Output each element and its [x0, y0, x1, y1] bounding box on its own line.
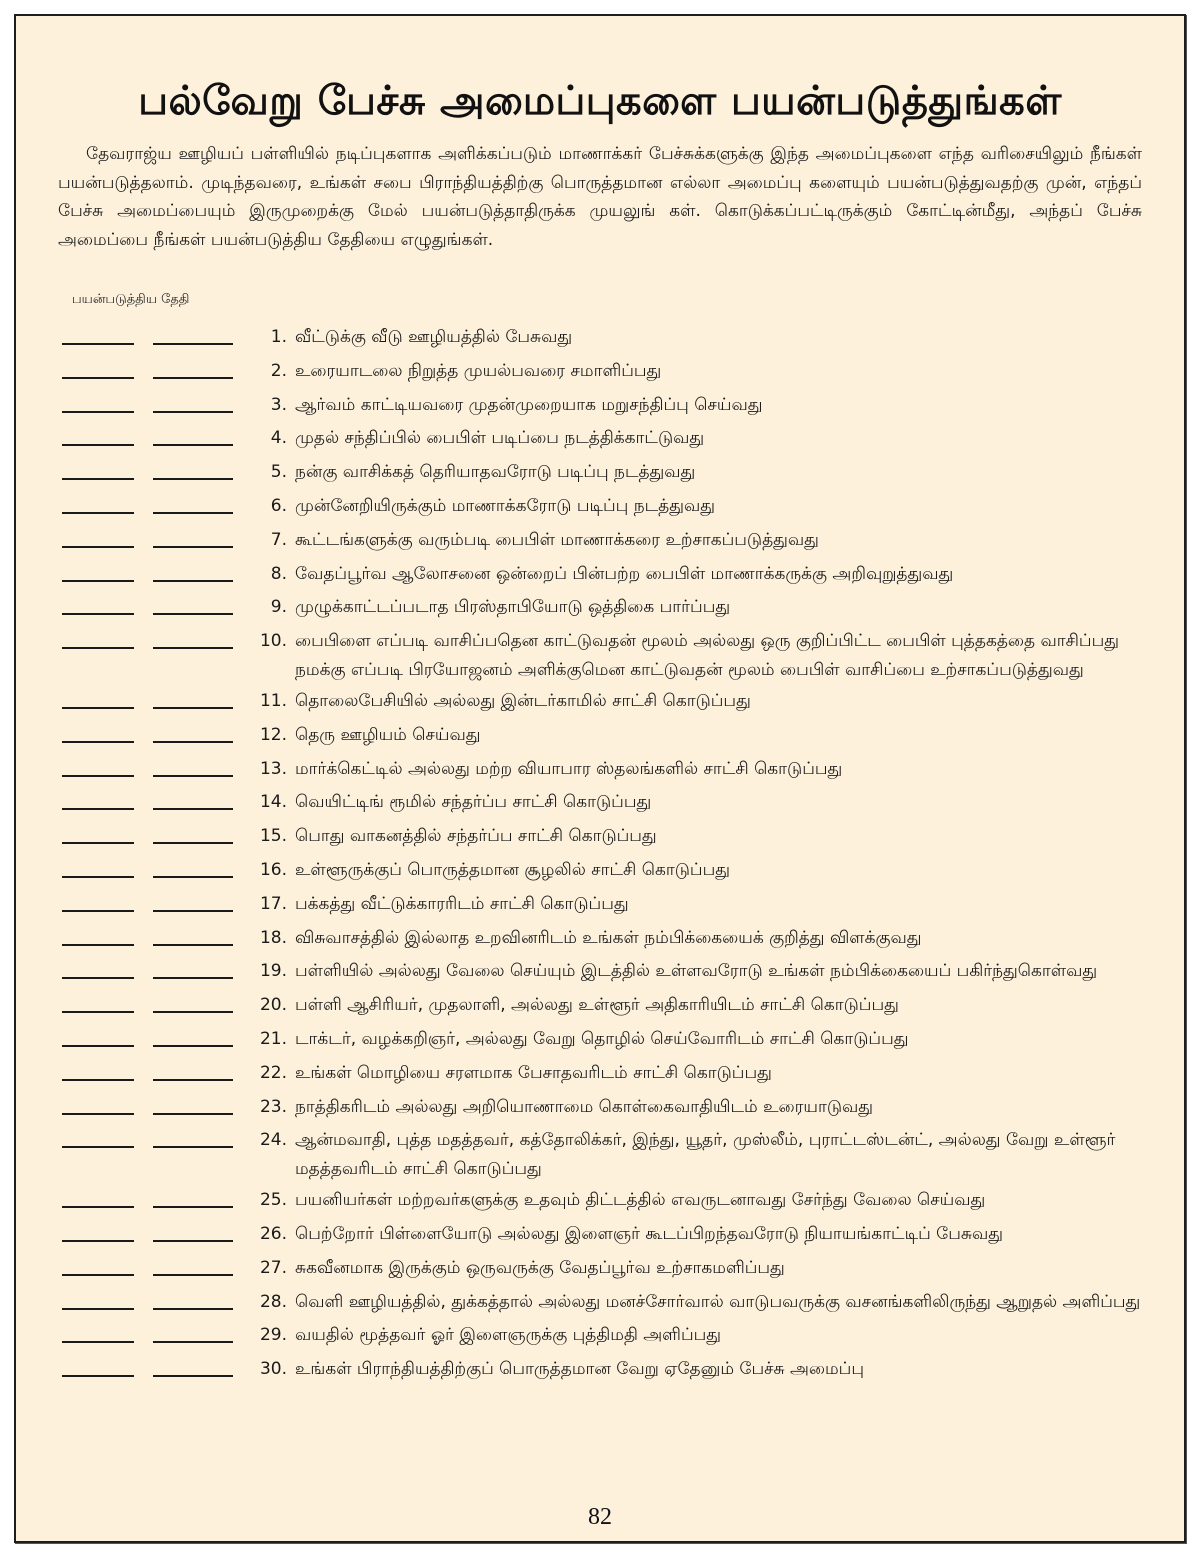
page-title: பல்வேறு பேச்சு அமைப்புகளை பயன்படுத்துங்கள் — [138, 78, 1062, 124]
date-blank-second[interactable] — [153, 1186, 233, 1208]
date-blank-second[interactable] — [153, 627, 233, 649]
item-number: 24. — [259, 1130, 287, 1151]
item-number: 9. — [270, 597, 287, 618]
date-blank-second[interactable] — [153, 1321, 233, 1343]
date-blank-second[interactable] — [153, 458, 233, 480]
date-blank-first[interactable] — [62, 890, 134, 912]
list-item — [62, 1025, 1162, 1057]
date-blank-second[interactable] — [153, 1220, 233, 1242]
item-text: பள்ளி ஆசிரியர், முதலாளி, அல்லது உள்ளூர் அதிகாரியிடம் சாட்சி கொடுப்பது — [295, 995, 899, 1016]
item-number: 20. — [259, 995, 287, 1016]
date-blank-first[interactable] — [62, 687, 134, 709]
date-blank-first[interactable] — [62, 492, 134, 514]
date-blank-second[interactable] — [153, 687, 233, 709]
date-blank-first[interactable] — [62, 1025, 134, 1047]
date-blank-first[interactable] — [62, 1059, 134, 1081]
date-blank-first[interactable] — [62, 788, 134, 810]
date-blank-first[interactable] — [62, 991, 134, 1013]
date-blank-second[interactable] — [153, 357, 233, 379]
item-number: 6. — [270, 495, 287, 516]
item-text: பள்ளியில் அல்லது வேலை செய்யும் இடத்தில் உள்ளவரோடு உங்கள் நம்பிக்கையைப் பகிர்ந்துகொள்வது — [295, 961, 1098, 982]
date-blank-first[interactable] — [62, 1288, 134, 1310]
date-blank-second[interactable] — [153, 856, 233, 878]
item-number: 14. — [259, 792, 287, 813]
list-item — [62, 890, 1162, 922]
date-blank-second[interactable] — [153, 593, 233, 615]
list-item — [62, 424, 1162, 456]
item-text: வீட்டுக்கு வீடு ஊழியத்தில் பேசுவது — [295, 327, 573, 347]
item-number: 30. — [259, 1359, 287, 1380]
list-item — [62, 1126, 1162, 1184]
list-item — [62, 721, 1162, 753]
item-number: 25. — [259, 1190, 287, 1211]
list-item — [62, 357, 1162, 389]
item-text: உள்ளூருக்குப் பொருத்தமான சூழலில் சாட்சி கொடுப்பது — [295, 859, 730, 880]
date-blank-first[interactable] — [62, 755, 134, 777]
date-blank-first[interactable] — [62, 1321, 134, 1343]
date-blank-first[interactable] — [62, 1126, 134, 1148]
date-blank-second[interactable] — [153, 924, 233, 946]
date-blank-first[interactable] — [62, 323, 134, 345]
item-text: தெரு ஊழியம் செய்வது — [295, 724, 481, 745]
item-text: வயதில் மூத்தவர் ஓர் இளைஞருக்கு புத்திமதி அளிப்பது — [295, 1325, 722, 1346]
item-number: 10. — [259, 631, 287, 652]
page-frame — [14, 14, 1186, 1543]
item-number: 4. — [270, 428, 287, 449]
date-blank-first[interactable] — [62, 560, 134, 582]
date-blank-first[interactable] — [62, 822, 134, 844]
date-blank-first[interactable] — [62, 391, 134, 413]
list-item — [62, 458, 1162, 490]
item-text: விசுவாசத்தில் இல்லாத உறவினரிடம் உங்கள் நம்பிக்கையைக் குறித்து விளக்குவது — [295, 927, 922, 948]
date-blank-second[interactable] — [153, 1254, 233, 1276]
item-text: பைபிளை எப்படி வாசிப்பதென காட்டுவதன் மூலம் அல்லது ஒரு குறிப்பிட்ட பைபிள் புத்தகத்தை வாசிப்பது நமக்கு எப்படி பிரயோஜனம் அளிக்குமென காட்டுவதன் மூலம் பைபிள் வாசிப்பை உற்சாகப்படுத்துவது — [295, 631, 1119, 681]
item-number: 13. — [259, 758, 287, 779]
list-item — [62, 788, 1162, 820]
item-number: 17. — [259, 893, 287, 914]
item-number: 18. — [259, 927, 287, 948]
date-blank-second[interactable] — [153, 788, 233, 810]
item-number: 12. — [259, 724, 287, 745]
list-item — [62, 1186, 1162, 1218]
item-text: மார்க்கெட்டில் அல்லது மற்ற வியாபார ஸ்தலங்களில் சாட்சி கொடுப்பது — [295, 758, 843, 779]
date-blank-first[interactable] — [62, 1220, 134, 1242]
item-text: முதல் சந்திப்பில் பைபிள் படிப்பை நடத்திக்காட்டுவது — [295, 428, 705, 449]
date-blank-second[interactable] — [153, 957, 233, 979]
date-blank-first[interactable] — [62, 856, 134, 878]
item-text: பக்கத்து வீட்டுக்காரரிடம் சாட்சி கொடுப்பது — [295, 893, 629, 914]
item-number: 15. — [259, 826, 287, 847]
date-blank-first[interactable] — [62, 957, 134, 979]
item-text: பொது வாகனத்தில் சந்தர்ப்ப சாட்சி கொடுப்பது — [295, 826, 657, 847]
date-blank-first[interactable] — [62, 1186, 134, 1208]
item-number: 23. — [259, 1096, 287, 1117]
item-text: உங்கள் மொழியை சரளமாக பேசாதவரிடம் சாட்சி கொடுப்பது — [295, 1062, 772, 1083]
date-blank-second[interactable] — [153, 1025, 233, 1047]
date-blank-second[interactable] — [153, 560, 233, 582]
date-blank-second[interactable] — [153, 526, 233, 548]
list-item — [62, 526, 1162, 558]
list-item — [62, 492, 1162, 524]
date-blank-first[interactable] — [62, 526, 134, 548]
item-number: 28. — [259, 1291, 287, 1312]
date-blank-first[interactable] — [62, 458, 134, 480]
list-item — [62, 1355, 1162, 1387]
list-item — [62, 687, 1162, 719]
item-number: 2. — [270, 360, 287, 381]
date-blank-second[interactable] — [153, 1126, 233, 1148]
item-number: 3. — [270, 394, 287, 415]
item-number: 7. — [270, 529, 287, 550]
date-blank-second[interactable] — [153, 822, 233, 844]
date-blank-second[interactable] — [153, 1093, 233, 1115]
date-blank-second[interactable] — [153, 890, 233, 912]
intro-paragraph: தேவராஜ்ய ஊழியப் பள்ளியில் நடிப்புகளாக அளிக்கப்படும் மாணாக்கர் பேச்சுக்களுக்கு இந்த அமைப்புகளை எந்த வரிசையிலும் நீங்கள் பயன்படுத்தலாம். முடிந்தவரை, உங்கள் சபை பிராந்தியத்திற்கு பொருத்தமான எல்லா அமைப்பு களையும் பயன்படுத்துவதற்கு முன், எந்தப் பேச்சு அமைப்பையும் இருமுறைக்கு மேல் பயன்படுத்தாதிருக்க முயலுங் கள். கொடுக்கப்பட்டிருக்கும் கோட்டின்மீது, அந்தப் பேச்சு அமைப்பை நீங்கள் பயன்படுத்திய தேதியை எழுதுங்கள். — [58, 144, 1142, 250]
date-blank-first[interactable] — [62, 721, 134, 743]
item-text: ஆர்வம் காட்டியவரை முதன்முறையாக மறுசந்திப்பு செய்வது — [295, 394, 763, 415]
item-text: வெயிட்டிங் ரூமில் சந்தர்ப்ப சாட்சி கொடுப்பது — [295, 792, 652, 813]
date-blank-first[interactable] — [62, 924, 134, 946]
list-item — [62, 1220, 1162, 1252]
list-item — [62, 323, 1162, 355]
date-blank-second[interactable] — [153, 721, 233, 743]
date-blank-first[interactable] — [62, 627, 134, 649]
list-item — [62, 924, 1162, 956]
item-text: ஆன்மவாதி, புத்த மதத்தவர், கத்தோலிக்கர், இந்து, யூதர், முஸ்லீம், புராட்டஸ்டன்ட், அல்லது வேறு உள்ளூர் மதத்தவரிடம் சாட்சி கொடுப்பது — [295, 1130, 1116, 1180]
item-text: டாக்டர், வழக்கறிஞர், அல்லது வேறு தொழில் செய்வோரிடம் சாட்சி கொடுப்பது — [295, 1028, 909, 1049]
date-blank-first[interactable] — [62, 357, 134, 379]
item-text: தொலைபேசியில் அல்லது இன்டர்காமில் சாட்சி கொடுப்பது — [295, 690, 751, 711]
item-number: 29. — [259, 1325, 287, 1346]
list-item — [62, 856, 1162, 888]
date-blank-second[interactable] — [153, 492, 233, 514]
page-number: 82 — [588, 1504, 612, 1530]
date-blank-first[interactable] — [62, 424, 134, 446]
item-text: உரையாடலை நிறுத்த முயல்பவரை சமாளிப்பது — [295, 360, 662, 381]
item-number: 16. — [259, 859, 287, 880]
date-blank-second[interactable] — [153, 755, 233, 777]
list-item — [62, 1093, 1162, 1125]
list-item — [62, 1059, 1162, 1091]
date-blank-second[interactable] — [153, 1355, 233, 1377]
date-blank-first[interactable] — [62, 1254, 134, 1276]
item-text: வெளி ஊழியத்தில், துக்கத்தால் அல்லது மனச்சோர்வால் வாடுபவருக்கு வசனங்களிலிருந்து ஆறுதல் அளிப்பது — [295, 1291, 1141, 1312]
date-blank-second[interactable] — [153, 424, 233, 446]
date-blank-second[interactable] — [153, 391, 233, 413]
item-text: சுகவீனமாக இருக்கும் ஒருவருக்கு வேதப்பூர்வ உற்சாகமளிப்பது — [295, 1257, 785, 1278]
item-text: நாத்திகரிடம் அல்லது அறியொணாமை கொள்கைவாதியிடம் உரையாடுவது — [295, 1096, 874, 1117]
item-text: முழுக்காட்டப்படாத பிரஸ்தாபியோடு ஒத்திகை பார்ப்பது — [295, 597, 731, 618]
item-text: முன்னேறியிருக்கும் மாணாக்கரோடு படிப்பு நடத்துவது — [295, 495, 715, 516]
list-item — [62, 391, 1162, 423]
date-blank-second[interactable] — [153, 1059, 233, 1081]
item-text: பெற்றோர் பிள்ளையோடு அல்லது இளைஞர் கூடப்பிறந்தவரோடு நியாயங்காட்டிப் பேசுவது — [295, 1223, 1003, 1244]
list-item — [62, 1254, 1162, 1286]
item-text: நன்கு வாசிக்கத் தெரியாதவரோடு படிப்பு நடத்துவது — [295, 462, 696, 483]
item-number: 21. — [259, 1028, 287, 1049]
date-blank-first[interactable] — [62, 1355, 134, 1377]
list-item — [62, 627, 1162, 685]
list-item — [62, 1321, 1162, 1353]
item-text: பயனியர்கள் மற்றவர்களுக்கு உதவும் திட்டத்தில் எவருடனாவது சேர்ந்து வேலை செய்வது — [295, 1190, 986, 1211]
date-blank-first[interactable] — [62, 593, 134, 615]
list-item — [62, 991, 1162, 1023]
date-blank-second[interactable] — [153, 323, 233, 345]
item-number: 1. — [270, 327, 287, 347]
item-number: 27. — [259, 1257, 287, 1278]
list-item — [62, 1288, 1162, 1320]
list-item — [62, 593, 1162, 625]
item-number: 22. — [259, 1062, 287, 1083]
list-item — [62, 755, 1162, 787]
list-item — [62, 560, 1162, 592]
speech-settings-list — [62, 323, 1162, 1389]
date-blank-second[interactable] — [153, 1288, 233, 1310]
item-number: 26. — [259, 1223, 287, 1244]
list-item — [62, 822, 1162, 854]
date-blank-second[interactable] — [153, 991, 233, 1013]
item-text: உங்கள் பிராந்தியத்திற்குப் பொருத்தமான வேறு ஏதேனும் பேச்சு அமைப்பு — [295, 1359, 864, 1380]
item-number: 19. — [259, 961, 287, 982]
item-text: கூட்டங்களுக்கு வரும்படி பைபிள் மாணாக்கரை உற்சாகப்படுத்துவது — [295, 529, 819, 550]
item-number: 8. — [270, 563, 287, 584]
date-blank-first[interactable] — [62, 1093, 134, 1115]
item-text: வேதப்பூர்வ ஆலோசனை ஒன்றைப் பின்பற்ற பைபிள் மாணாக்கருக்கு அறிவுறுத்துவது — [295, 563, 954, 584]
item-number: 11. — [259, 690, 287, 711]
list-item — [62, 957, 1162, 989]
item-number: 5. — [270, 462, 287, 483]
date-column-header: பயன்படுத்திய தேதி — [72, 292, 190, 307]
